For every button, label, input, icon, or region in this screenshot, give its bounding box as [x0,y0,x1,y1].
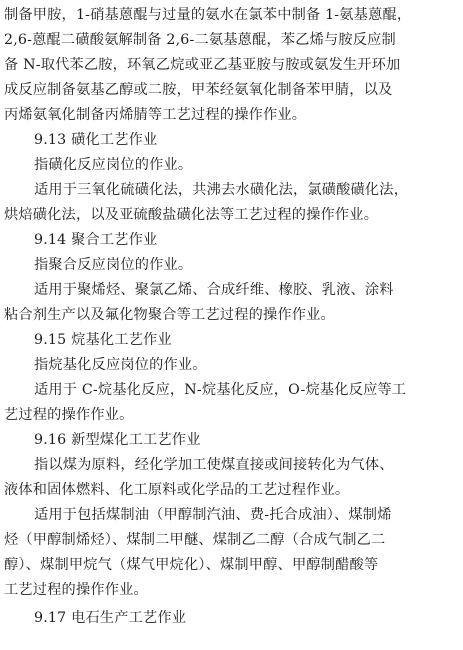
paragraph-line: 醇）、煤制甲烷气（煤气甲烷化）、煤制甲醇、甲醇制醋酸等 [4,557,379,573]
paragraph-line: 适用于聚烯烃、聚氯乙烯、合成纤维、橡胶、乳液、涂料 [34,282,394,298]
paragraph-line: 制备甲胺，1-硝基蒽醌与过量的氨水在氯苯中制备 1-氨基蒽醌， [4,7,412,23]
paragraph-line: 备 N-取代苯乙胺，环氧乙烷或亚乙基亚胺与胺或氨发生开环加 [4,57,401,73]
paragraph-line: 指聚合反应岗位的作业。 [34,257,193,273]
section-heading-9-15: 9.15 烷基化工艺作业 [34,332,172,348]
paragraph-line: 2,6-蒽醌二磺酸氨解制备 2,6-二氨基蒽醌，苯乙烯与胺反应制 [4,32,396,48]
paragraph-line: 液体和固体燃料、化工原料或化学品的工艺过程作业。 [4,482,350,498]
section-heading-9-13: 9.13 磺化工艺作业 [34,132,158,148]
paragraph-line: 适用于 C-烷基化反应，N-烷基化反应，O-烷基化反应等工 [34,382,407,398]
paragraph-line: 指以煤为原料，经化学加工使煤直接或间接转化为气体、 [34,457,394,473]
paragraph-line: 指磺化反应岗位的作业。 [34,157,193,173]
paragraph-line: 适用于包括煤制油（甲醇制汽油、费-托合成油）、煤制烯 [34,507,392,523]
paragraph-line: 指烷基化反应岗位的作业。 [34,357,207,373]
paragraph-line: 烘焙磺化法，以及亚硫酸盐磺化法等工艺过程的操作作业。 [4,207,379,223]
paragraph-line: 成反应制备氨基乙醇或二胺，甲苯经氨氧化制备苯甲腈，以及 [4,82,393,98]
section-heading-9-14: 9.14 聚合工艺作业 [34,232,158,248]
paragraph-line: 丙烯氨氧化制备丙烯腈等工艺过程的操作作业。 [4,107,307,123]
paragraph-line: 艺过程的操作作业。 [4,407,134,423]
paragraph-line: 适用于三氧化硫磺化法，共沸去水磺化法，氯磺酸磺化法， [34,182,409,198]
paragraph-line: 粘合剂生产以及氟化物聚合等工艺过程的操作作业。 [4,307,335,323]
section-heading-9-17: 9.17 电石生产工艺作业 [34,610,187,626]
paragraph-line: 工艺过程的操作作业。 [4,582,148,598]
paragraph-line: 烃（甲醇制烯烃）、煤制二甲醚、煤制乙二醇（合成气制乙二 [4,532,386,548]
section-heading-9-16: 9.16 新型煤化工工艺作业 [34,432,201,448]
